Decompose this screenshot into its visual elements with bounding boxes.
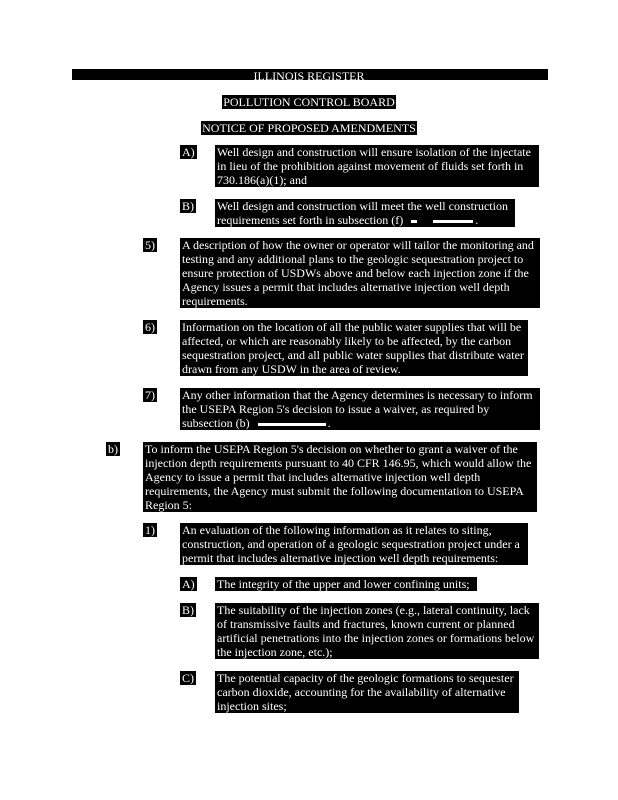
item-marker: 6) [145, 320, 155, 334]
text-line: artificial penetrations into the injection zones or formations below [217, 631, 535, 645]
item-marker: C) [182, 671, 194, 685]
paragraph-b [143, 442, 537, 512]
text-line: requirements set forth in subsection (f) . [217, 213, 479, 227]
text-line: affected, or which are reasonably likely to be affected, by the carbon [182, 334, 512, 348]
text-line: The suitability of the injection zones (e.g., lateral continuity, lack [217, 603, 530, 617]
text-line: ensure protection of USDWs above and below each injection zone if the [182, 266, 529, 280]
board-title: POLLUTION CONTROL BOARD [223, 95, 395, 109]
text-line: 730.186(a)(1); and [217, 173, 307, 187]
text-line: requirements. [182, 294, 248, 308]
text-line: permit that includes alternative injection well depth requirements: [182, 551, 499, 565]
paragraph-a6 [180, 320, 528, 376]
item-marker: B) [182, 603, 194, 617]
text-line: Well design and construction will meet the well construction [217, 199, 508, 213]
text-line: requirements, the Agency must submit the following documentation to USEPA [145, 484, 524, 498]
text-line: Agency to issue a permit that includes alternative injection well depth [145, 470, 481, 484]
item-marker: 5) [145, 238, 155, 252]
text-line: testing and any additional plans to the geologic sequestration project to [182, 252, 524, 266]
paragraph-b1A [215, 577, 477, 591]
paragraph-b1C [215, 671, 519, 713]
paragraph-a7 [180, 388, 540, 430]
item-marker: 1) [145, 523, 155, 537]
paragraph-a4B [215, 199, 515, 227]
item-marker: 7) [145, 388, 155, 402]
text-line: Region 5: [145, 498, 192, 512]
text-line: A description of how the owner or operator will tailor the monitoring and [182, 238, 534, 252]
text-line: injection sites; [217, 699, 287, 713]
text-line: Agency issues a permit that includes alternative injection well depth [182, 280, 510, 294]
text-line: Any other information that the Agency determines is necessary to inform [182, 388, 533, 402]
redaction-mark [411, 220, 417, 223]
text-line: Information on the location of all the public water supplies that will be [182, 320, 522, 334]
text-line: of transmissive faults and fractures, known current or planned [217, 617, 515, 631]
item-marker: b) [108, 442, 118, 456]
text-line: subsection (b) . [182, 416, 331, 430]
paragraph-a5 [180, 238, 540, 308]
text-line: To inform the USEPA Region 5's decision on whether to grant a waiver of the [145, 442, 518, 456]
text-line: An evaluation of the following information as it relates to siting, [182, 523, 492, 537]
text-line: the injection zone, etc.); [217, 645, 333, 659]
notice-title: NOTICE OF PROPOSED AMENDMENTS [202, 121, 416, 135]
register-title: ILLINOIS REGISTER [253, 69, 365, 83]
item-marker: B) [182, 199, 194, 213]
text-line: the USEPA Region 5's decision to issue a waiver, as required by [182, 402, 490, 416]
redaction-mark [258, 423, 326, 426]
text-line: carbon dioxide, accounting for the availability of alternative [217, 685, 506, 699]
text-line: drawn from any USDW in the area of review. [182, 362, 401, 376]
paragraph-b1B [215, 603, 539, 659]
text-line: Well design and construction will ensure isolation of the injectate [217, 145, 531, 159]
text-line: sequestration project, and all public water supplies that distribute water [182, 348, 524, 362]
paragraph-a4A [215, 145, 539, 187]
item-marker: A) [182, 145, 195, 159]
item-marker: A) [182, 577, 195, 591]
text-line: in lieu of the prohibition against movement of fluids set forth in [217, 159, 524, 173]
redaction-mark [433, 220, 473, 223]
text-line: The integrity of the upper and lower confining units; [217, 577, 470, 591]
text-line: The potential capacity of the geologic formations to sequester [217, 671, 514, 685]
text-line: injection depth requirements pursuant to 40 CFR 146.95, which would allow the [145, 456, 532, 470]
text-line: construction, and operation of a geologic sequestration project under a [182, 537, 520, 551]
paragraph-b1 [180, 523, 528, 565]
